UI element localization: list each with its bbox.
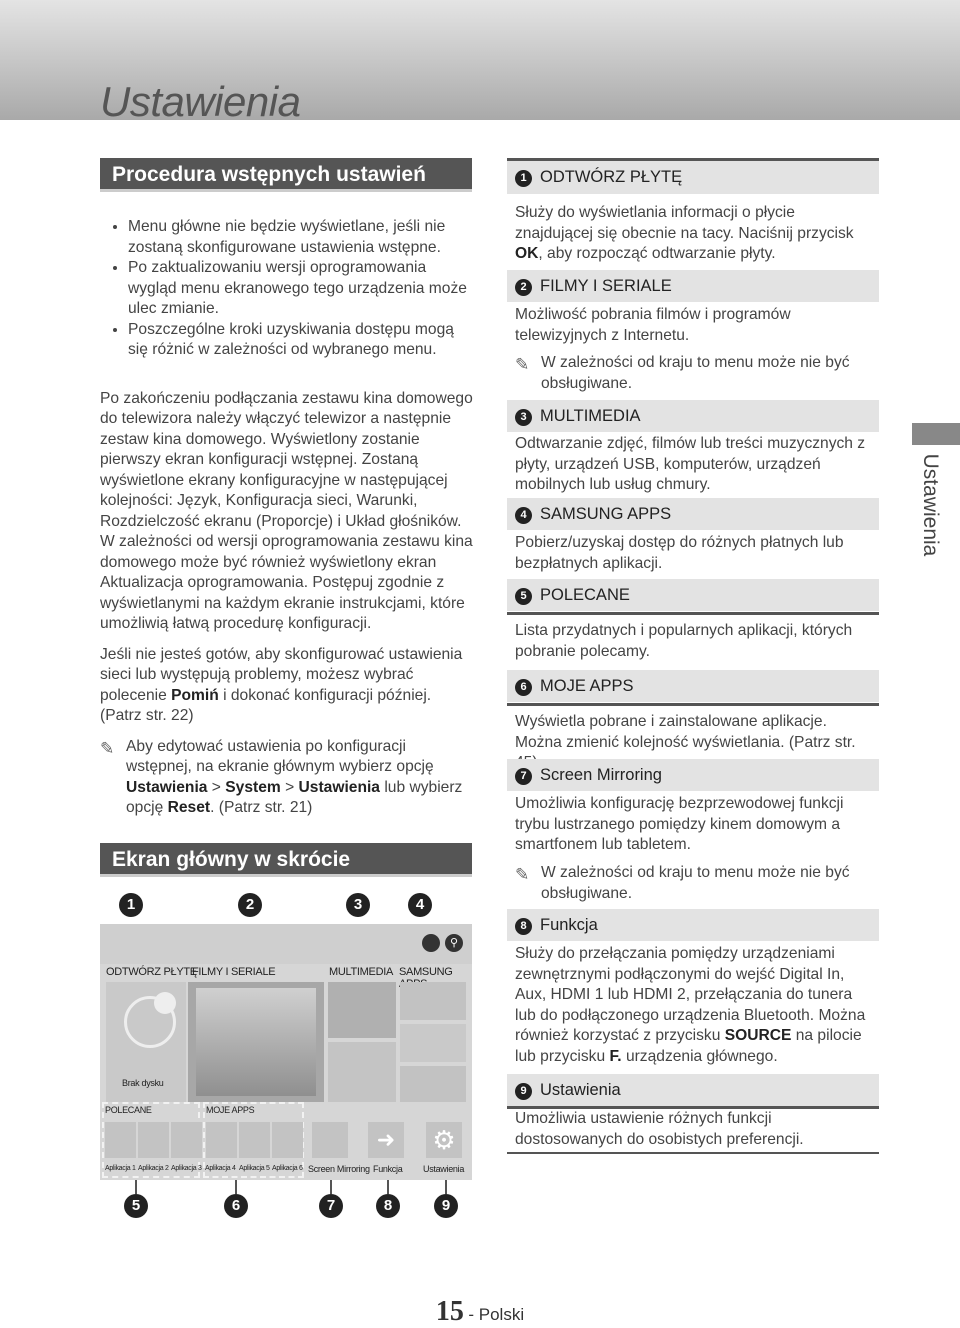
divider bbox=[507, 1152, 879, 1154]
paragraph bbox=[100, 645, 476, 727]
item-header-screen-mirroring bbox=[507, 759, 879, 791]
app-label: Aplikacja 2 bbox=[138, 1165, 169, 1172]
item-title: Ustawienia bbox=[540, 1081, 621, 1099]
text: W zależności od kraju to menu może nie być obsługiwane. bbox=[541, 354, 850, 392]
number-badge: 7 bbox=[515, 768, 532, 785]
item-header-multimedia bbox=[507, 400, 879, 432]
item-text: Odtwarzanie zdjęć, filmów lub treści muzycznych z płyty, urządzeń USB, komputerów, urządzeń mobilnych lub usług chmury. bbox=[515, 435, 866, 493]
text: , aby rozpocząć odtwarzanie płyty. bbox=[538, 245, 776, 262]
item-title: MOJE APPS bbox=[540, 677, 634, 695]
app-label: Aplikacja 5 bbox=[239, 1165, 270, 1172]
movie-poster-image bbox=[196, 988, 316, 1096]
list-item: • Menu główne nie będzie wyświetlane, jeśli nie zostaną skonfigurowane ustawienia wstępne. bbox=[128, 217, 476, 258]
screen-label-samsung-apps: SAMSUNG bbox=[399, 966, 453, 978]
pencil-note-icon: ✎ bbox=[515, 355, 530, 374]
item-header-my-apps bbox=[507, 670, 879, 702]
callout-2: 2 bbox=[238, 893, 262, 917]
item-title: ODTWÓRZ PŁYTĘ bbox=[540, 168, 683, 186]
app-tile bbox=[138, 1122, 169, 1158]
text: Służy do wyświetlania informacji o płycie znajdującej się obecnie na tacy. Naciśnij przycisk bbox=[515, 204, 854, 242]
play-disc-tile bbox=[106, 982, 186, 1102]
text: W zależności od kraju to menu może nie być obsługiwane. bbox=[541, 864, 850, 902]
paragraph: Po zakończeniu podłączania zestawu kina domowego do telewizora należy włączyć telewizor a następnie zestaw kina domowego. Wyświetlony zostanie pierwszy ekran konfiguracji wstępnej. Zostaną wyświetlone ekrany konfiguracyjne w następującej kolejności: Język, Konfiguracja sieci, Warunki, Rozdzielczość ekranu (Proporcje) i Układ głośników. W zależności od wersji oprogramowania zestawu kina domowego może być również wyświetlony ekran Aktualizacja oprogramowania. Postępuj zgodnie z wyświetlanymi na każdym ekranie instrukcjami, które umożliwią łatwą procedurę konfiguracji. bbox=[100, 389, 473, 632]
item-text: Wyświetla pobrane i zainstalowane aplikacje. Można zmienić kolejność wyświetlania. (Patrz str. bbox=[515, 713, 856, 751]
text: na pilocie lub przycisku bbox=[515, 1027, 862, 1065]
settings-gear-icon: ⚙ bbox=[426, 1122, 462, 1158]
item-title: SAMSUNG APPS bbox=[540, 505, 672, 523]
settings-label: Ustawienia bbox=[423, 1164, 465, 1174]
function-label: Funkcja bbox=[373, 1164, 403, 1174]
side-tab-label: Ustawienia bbox=[919, 453, 942, 557]
my-apps-label: MOJE APPS bbox=[206, 1105, 255, 1115]
number-badge: 3 bbox=[515, 409, 532, 426]
number-badge: 4 bbox=[515, 507, 532, 524]
item-text: Możliwość pobrania filmów i programów telewizyjnych z Internetu. bbox=[515, 306, 791, 344]
app-tile bbox=[239, 1122, 270, 1158]
page-title: Ustawienia bbox=[100, 78, 301, 125]
function-icon: ➜ bbox=[368, 1122, 404, 1158]
movies-tile bbox=[188, 982, 324, 1102]
section-heading-initial-setup: Procedura wstępnych ustawień bbox=[100, 158, 472, 192]
bold-text: Pomiń bbox=[171, 686, 219, 704]
number-badge: 9 bbox=[515, 1083, 532, 1100]
item-title: MULTIMEDIA bbox=[540, 407, 641, 425]
multimedia-video-tile bbox=[328, 1042, 396, 1102]
note bbox=[100, 737, 476, 819]
text: > bbox=[280, 778, 299, 796]
note bbox=[515, 863, 903, 904]
item-header-function bbox=[507, 909, 879, 941]
text: lub wybierz opcję bbox=[126, 778, 463, 816]
eject-icon bbox=[154, 992, 176, 1014]
callout-9: 9 bbox=[434, 1194, 458, 1218]
callout-1: 1 bbox=[119, 893, 143, 917]
page-footer bbox=[0, 1296, 960, 1328]
text: Jeśli nie jesteś gotów, aby skonfigurować ustawienia sieci lub występują problemy, możesz wybrać polecenie bbox=[100, 645, 463, 704]
app-tile bbox=[400, 1024, 466, 1062]
app-label: Aplikacja 3 bbox=[171, 1165, 202, 1172]
bullet-list bbox=[100, 217, 476, 361]
page-language: - Polski bbox=[468, 1305, 525, 1324]
home-screen-illustration bbox=[100, 924, 472, 1180]
number-badge: 5 bbox=[515, 588, 532, 605]
number-badge: 8 bbox=[515, 918, 532, 935]
item-header-movies bbox=[507, 270, 879, 302]
text: Aby edytować ustawienia po konfiguracji wstępnej, na ekranie głównym wybierz opcję bbox=[126, 737, 434, 775]
app-label: Aplikacja 4 bbox=[205, 1165, 236, 1172]
divider bbox=[507, 612, 879, 615]
bold-text: Reset bbox=[167, 799, 211, 816]
recommended-label: POLECANE bbox=[105, 1105, 152, 1115]
number-badge: 1 bbox=[515, 170, 532, 187]
callout-6: 6 bbox=[224, 1194, 248, 1218]
screen-mirroring-label: Screen Mirroring bbox=[308, 1164, 370, 1174]
text: urządzenia głównego. bbox=[621, 1047, 778, 1065]
screen-label-multimedia: MULTIMEDIA bbox=[329, 966, 394, 978]
item-text bbox=[515, 944, 877, 1067]
callout-4: 4 bbox=[408, 893, 432, 917]
bold-text: Ustawienia bbox=[126, 778, 208, 796]
pencil-note-icon: ✎ bbox=[100, 738, 115, 758]
leader-line bbox=[235, 1180, 237, 1194]
app-tile bbox=[400, 1066, 466, 1102]
divider bbox=[507, 703, 879, 706]
item-header-settings bbox=[507, 1074, 879, 1106]
user-icon bbox=[422, 934, 440, 952]
bold-text: OK bbox=[515, 245, 539, 262]
item-header-samsung-apps bbox=[507, 498, 879, 530]
number-badge: 6 bbox=[515, 679, 532, 696]
note bbox=[515, 353, 903, 394]
leader-line bbox=[330, 1180, 332, 1194]
section-heading-home-screen: Ekran główny w skrócie bbox=[100, 843, 472, 877]
initial-setup-body bbox=[100, 217, 476, 819]
app-tile bbox=[206, 1122, 237, 1158]
item-text bbox=[515, 203, 877, 265]
bold-text: SOURCE bbox=[724, 1027, 792, 1044]
item-title: FILMY I SERIALE bbox=[540, 277, 672, 295]
bold-text: Ustawienia bbox=[298, 778, 380, 796]
text: > bbox=[207, 778, 226, 796]
page-number: 15 bbox=[435, 1296, 464, 1327]
app-label: Aplikacja 1 bbox=[105, 1165, 136, 1172]
screen-top-bar bbox=[100, 924, 472, 964]
item-text: Umożliwia ustawienie różnych funkcji dostosowanych do osobistych preferencji. bbox=[515, 1110, 804, 1148]
screen-label-movies: FILMY I SERIALE bbox=[192, 966, 276, 978]
list-item: • Po zaktualizowaniu wersji oprogramowania wygląd menu ekranowego tego urządzenia może ulec zmianie. bbox=[128, 258, 476, 320]
item-header-play-disc bbox=[507, 158, 879, 194]
search-icon: ⚲ bbox=[445, 934, 463, 952]
item-text: Pobierz/uzyskaj dostęp do różnych płatnych lub bezpłatnych aplikacji. bbox=[515, 534, 844, 572]
leader-line bbox=[387, 1180, 389, 1194]
item-title: Screen Mirroring bbox=[540, 766, 662, 784]
item-text: Umożliwia konfigurację bezprzewodowej funkcji trybu lustrzanego pomiędzy kinem domowym a smartfonem lub tabletem. bbox=[515, 795, 844, 853]
callout-7: 7 bbox=[319, 1194, 343, 1218]
callout-3: 3 bbox=[346, 893, 370, 917]
app-tile bbox=[171, 1122, 202, 1158]
app-tile bbox=[105, 1122, 136, 1158]
callout-8: 8 bbox=[376, 1194, 400, 1218]
bold-text: F. bbox=[609, 1047, 622, 1065]
screen-mirroring-icon bbox=[312, 1122, 348, 1158]
leader-line bbox=[445, 1180, 447, 1194]
text: Służy do przełączania pomiędzy urządzeniami zewnętrznymi podłączonymi do wejść Digital In, Aux, HDMI 1 lub HDMI 2, przełączania do tunera lub do podłączonego urządzenia Bluetooth. Można również korzystać z przycisku bbox=[515, 945, 866, 1044]
multimedia-photo-tile bbox=[328, 982, 396, 1038]
text: . (Patrz str. 21) bbox=[210, 799, 313, 816]
item-header-recommended bbox=[507, 579, 879, 611]
no-disc-label: Brak dysku bbox=[122, 1078, 164, 1088]
screen-label-play-disc: ODTWÓRZ PŁYTĘ bbox=[106, 966, 197, 978]
app-label: Aplikacja 6 bbox=[272, 1165, 303, 1172]
callout-5: 5 bbox=[124, 1194, 148, 1218]
item-title: POLECANE bbox=[540, 586, 630, 604]
app-tile bbox=[400, 982, 466, 1020]
pencil-note-icon: ✎ bbox=[515, 865, 530, 884]
leader-line bbox=[135, 1180, 137, 1194]
app-tile bbox=[272, 1122, 303, 1158]
item-title: Funkcja bbox=[540, 916, 598, 934]
text: i dokonać konfiguracji później. (Patrz str. 22) bbox=[100, 686, 432, 724]
item-text: Lista przydatnych i popularnych aplikacji, których pobranie polecamy. bbox=[515, 622, 853, 660]
bold-text: System bbox=[225, 778, 281, 796]
number-badge: 2 bbox=[515, 279, 532, 296]
list-item: • Poszczególne kroki uzyskiwania dostępu mogą się różnić w zależności od wybranego menu. bbox=[128, 320, 476, 361]
